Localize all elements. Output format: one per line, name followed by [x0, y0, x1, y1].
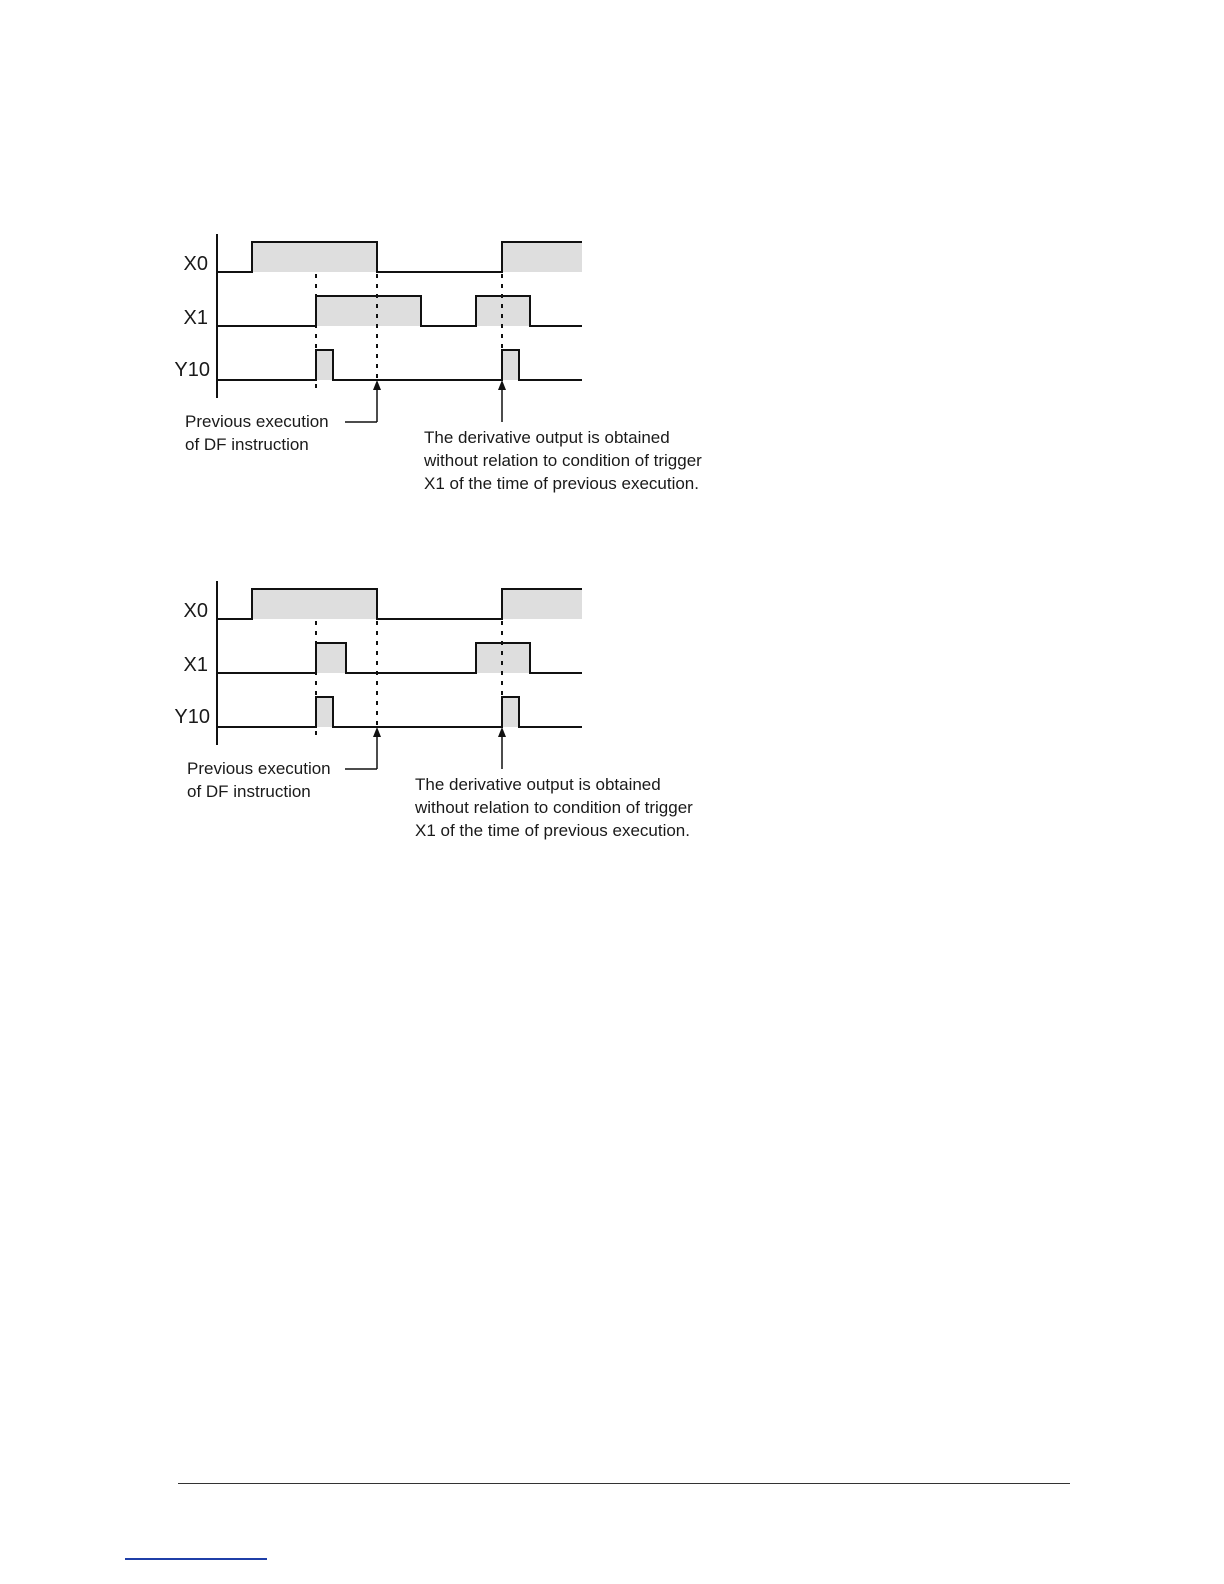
note-right-line-2: without relation to condition of trigger	[424, 451, 702, 470]
signal-label-y10: Y10	[174, 359, 210, 381]
arrow-head	[498, 727, 506, 737]
timing-chart-1	[0, 230, 1224, 590]
signal-label-x0: X0	[183, 600, 208, 622]
pulse-fill-x1	[316, 643, 346, 673]
pulse-fill-y10	[502, 697, 519, 727]
note-left-line-1: Previous execution	[187, 759, 331, 778]
timing-chart-2	[0, 577, 1224, 937]
note-derivative-output	[415, 773, 693, 842]
pulse-fill-y10	[316, 350, 333, 380]
arrow-head	[498, 380, 506, 390]
pulse-fill-x0	[252, 242, 377, 272]
note-previous-execution	[187, 757, 331, 803]
note-right-line-1: The derivative output is obtained	[424, 428, 670, 447]
note-left-line-2: of DF instruction	[185, 435, 309, 454]
pulse-fill-x1	[476, 296, 530, 326]
pulse-fill-x0	[502, 242, 582, 272]
arrow-head	[373, 727, 381, 737]
note-right-line-1: The derivative output is obtained	[415, 775, 661, 794]
note-right-line-2: without relation to condition of trigger	[415, 798, 693, 817]
waveform-y10	[217, 697, 582, 727]
signal-label-x0: X0	[183, 253, 208, 275]
note-right-line-3: X1 of the time of previous execution.	[424, 474, 699, 493]
pulse-fill-x0	[252, 589, 377, 619]
footer-divider	[178, 1483, 1070, 1484]
pulse-fill-x0	[502, 589, 582, 619]
waveform-y10	[217, 350, 582, 380]
note-left-line-2: of DF instruction	[187, 782, 311, 801]
note-previous-execution	[185, 410, 329, 456]
timing-diagram-1	[0, 230, 1224, 590]
corner-accent-line	[125, 1558, 267, 1560]
pulse-fill-y10	[502, 350, 519, 380]
note-left-line-1: Previous execution	[185, 412, 329, 431]
pulse-fill-x1	[316, 296, 421, 326]
signal-label-y10: Y10	[174, 706, 210, 728]
timing-diagram-2	[0, 577, 1224, 937]
note-right-line-3: X1 of the time of previous execution.	[415, 821, 690, 840]
arrow-head	[373, 380, 381, 390]
pulse-fill-x1	[476, 643, 530, 673]
signal-label-x1: X1	[183, 307, 208, 329]
note-derivative-output	[424, 426, 702, 495]
signal-label-x1: X1	[183, 654, 208, 676]
pulse-fill-y10	[316, 697, 333, 727]
